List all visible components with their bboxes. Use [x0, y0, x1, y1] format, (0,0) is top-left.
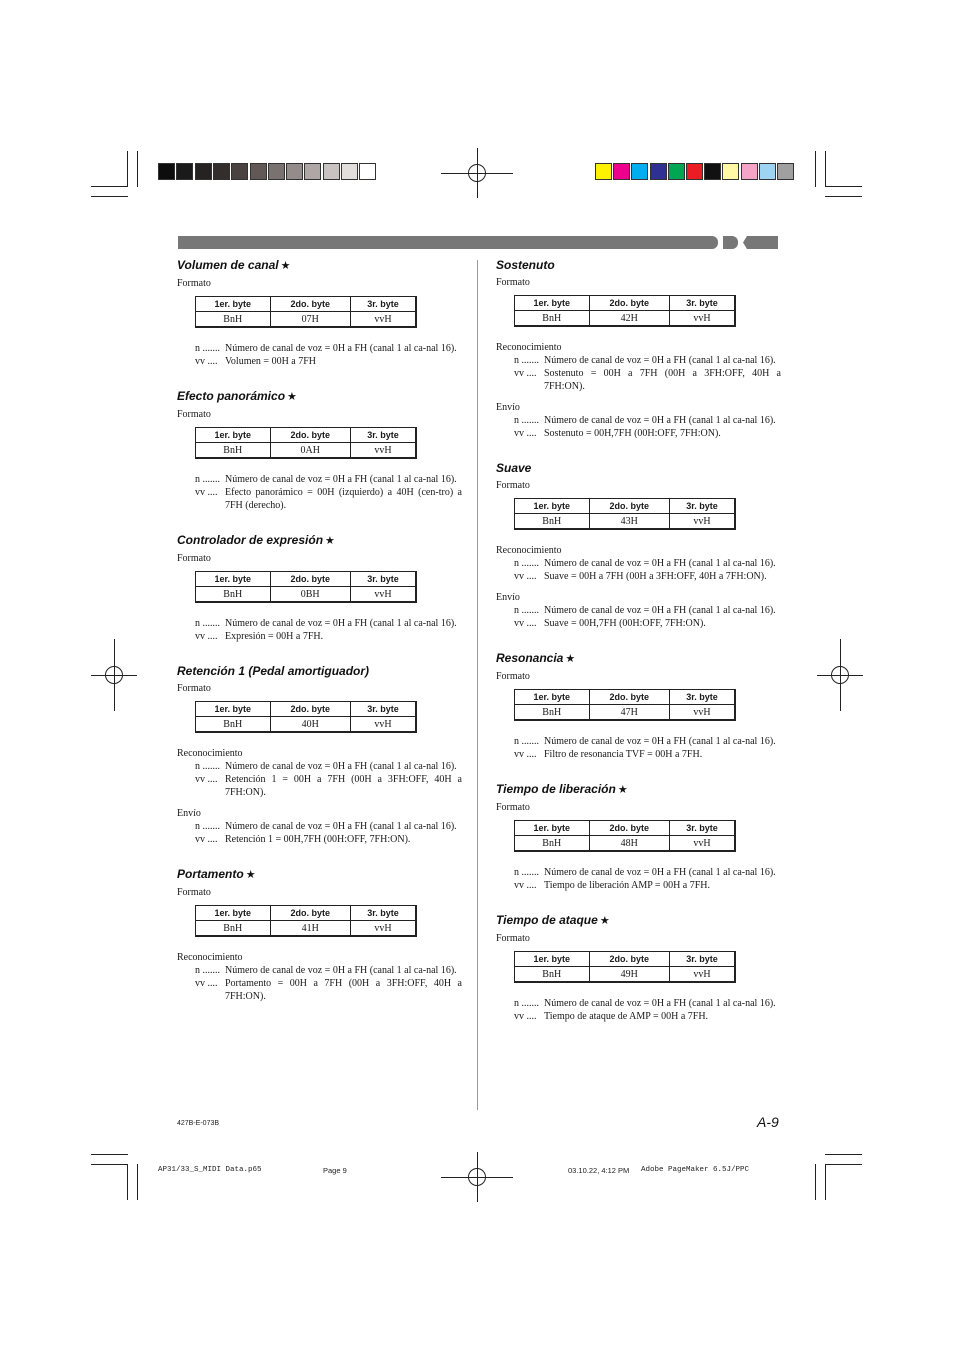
definition-list: [514, 735, 781, 761]
definition-item: [514, 748, 781, 761]
format-table: [514, 498, 736, 530]
definition-item: [195, 833, 462, 846]
definition-list: [195, 820, 462, 846]
definition-text: Expresión = 00H a 7FH.: [225, 631, 324, 642]
table-header-row: [196, 906, 417, 921]
definition-text: Número de canal de voz = 0H a FH (canal 1 al ca-nal 16).: [544, 558, 776, 569]
definition-item: [514, 866, 781, 879]
format-label: Formato: [496, 933, 530, 944]
color-swatch: [722, 163, 739, 180]
section-title-text: Controlador de expresión: [177, 533, 324, 547]
table-cell: vvH: [669, 311, 735, 327]
table-header-cell: 3r. byte: [350, 428, 416, 443]
table-row: [196, 717, 417, 733]
definition-text: Número de canal de voz = 0H a FH (canal 1 al ca-nal 16).: [225, 761, 457, 772]
slug-page: Page 9: [323, 1166, 347, 1175]
definition-key: n .......: [514, 736, 539, 747]
definition-text: Número de canal de voz = 0H a FH (canal 1 al ca-nal 16).: [225, 821, 457, 832]
table-header-cell: 2do. byte: [589, 499, 669, 514]
table-cell: vvH: [350, 921, 416, 937]
definition-item: [514, 617, 781, 630]
table-cell: vvH: [350, 587, 416, 603]
table-header-cell: 2do. byte: [589, 821, 669, 836]
definition-key: vv ....: [514, 880, 537, 891]
gray-swatch: [176, 163, 193, 180]
definition-item: [514, 879, 781, 892]
gray-swatch: [359, 163, 376, 180]
color-swatch: [777, 163, 794, 180]
definition-item: [195, 473, 462, 486]
section-title-text: Volumen de canal: [177, 258, 279, 272]
table-cell: vvH: [350, 717, 416, 733]
format-table: [195, 427, 417, 459]
table-header-cell: 2do. byte: [270, 428, 350, 443]
format-label: Formato: [496, 277, 530, 288]
format-table: [195, 571, 417, 603]
table-header-cell: 2do. byte: [270, 297, 350, 312]
color-swatch: [613, 163, 630, 180]
group-label: Envío: [496, 592, 520, 603]
definition-item: [195, 355, 462, 368]
definition-text: Filtro de resonancia TVF = 00H a 7FH.: [544, 749, 703, 760]
header-bar: [178, 236, 718, 249]
table-cell: BnH: [515, 311, 590, 327]
definition-key: vv ....: [195, 978, 218, 989]
definition-list: [514, 414, 781, 440]
definition-text: Retención 1 = 00H,7FH (00H:OFF, 7FH:ON).: [225, 834, 411, 845]
table-header-cell: 1er. byte: [515, 821, 590, 836]
definition-key: n .......: [195, 474, 220, 485]
definition-list: [514, 866, 781, 892]
color-swatch: [668, 163, 685, 180]
definition-item: [514, 604, 781, 617]
format-label: Formato: [177, 683, 211, 694]
definition-text: Número de canal de voz = 0H a FH (canal 1 al ca-nal 16).: [544, 867, 776, 878]
table-header-cell: 3r. byte: [350, 297, 416, 312]
table-cell: 43H: [589, 514, 669, 530]
definition-item: [514, 367, 781, 393]
definition-text: Tiempo de ataque de AMP = 00H a 7FH.: [544, 1011, 709, 1022]
color-swatch: [741, 163, 758, 180]
table-header-cell: 3r. byte: [669, 690, 735, 705]
definition-text: Retención 1 = 00H a 7FH (00H a 3FH:OFF, 40H a 7FH:ON).: [225, 774, 462, 798]
table-cell: BnH: [196, 717, 271, 733]
table-header-cell: 2do. byte: [589, 952, 669, 967]
color-swatch: [650, 163, 667, 180]
table-row: [515, 836, 736, 852]
table-header-cell: 1er. byte: [196, 702, 271, 717]
definition-item: [195, 773, 462, 799]
slug-date: 03.10.22, 4:12 PM: [568, 1166, 630, 1175]
format-table: [195, 905, 417, 937]
header-banner: [178, 236, 778, 249]
format-label: Formato: [496, 671, 530, 682]
section-title-text: Tiempo de liberación: [496, 782, 616, 796]
page-number: A-9: [757, 1114, 779, 1130]
section-gap: [496, 630, 781, 651]
table-header-cell: 1er. byte: [196, 572, 271, 587]
gray-swatch: [268, 163, 285, 180]
definition-text: Suave = 00H a 7FH (00H a 3FH:OFF, 40H a 7FH:ON).: [544, 571, 767, 582]
group-label: Envío: [177, 808, 201, 819]
section-title: [177, 867, 462, 883]
definition-text: Número de canal de voz = 0H a FH (canal 1 al ca-nal 16).: [225, 965, 457, 976]
section: [496, 892, 781, 1023]
table-row: [196, 443, 417, 459]
definition-key: n .......: [195, 618, 220, 629]
table-header-row: [515, 821, 736, 836]
section-title-text: Resonancia: [496, 651, 564, 665]
table-cell: BnH: [515, 967, 590, 983]
definition-key: vv ....: [195, 774, 218, 785]
format-label: Formato: [177, 887, 211, 898]
definition-item: [514, 557, 781, 570]
definition-key: vv ....: [195, 631, 218, 642]
definition-item: [195, 964, 462, 977]
gray-swatch: [195, 163, 212, 180]
definition-item: [195, 977, 462, 1003]
definition-key: vv ....: [195, 487, 218, 498]
table-cell: 48H: [589, 836, 669, 852]
definition-key: vv ....: [195, 834, 218, 845]
definition-text: Número de canal de voz = 0H a FH (canal 1 al ca-nal 16).: [544, 355, 776, 366]
color-swatch: [686, 163, 703, 180]
table-header-cell: 2do. byte: [270, 702, 350, 717]
group-label: Reconocimiento: [496, 545, 562, 556]
color-swatch: [631, 163, 648, 180]
definition-list: [195, 964, 462, 1003]
definition-key: n .......: [514, 415, 539, 426]
table-cell: BnH: [196, 312, 271, 328]
definition-item: [514, 414, 781, 427]
table-header-cell: 2do. byte: [270, 906, 350, 921]
table-header-row: [196, 702, 417, 717]
definition-key: vv ....: [195, 356, 218, 367]
table-cell: 47H: [589, 705, 669, 721]
star-icon: ★: [617, 784, 628, 796]
table-header-cell: 1er. byte: [196, 297, 271, 312]
table-row: [196, 587, 417, 603]
definition-key: n .......: [195, 965, 220, 976]
format-label: Formato: [496, 480, 530, 491]
definition-key: n .......: [195, 761, 220, 772]
definition-key: n .......: [514, 605, 539, 616]
group-label: Envío: [496, 402, 520, 413]
table-cell: 0BH: [270, 587, 350, 603]
gray-swatch: [323, 163, 340, 180]
section-title: [496, 461, 781, 476]
table-cell: 42H: [589, 311, 669, 327]
star-icon: ★: [245, 869, 256, 881]
definition-list: [195, 617, 462, 643]
table-header-row: [196, 297, 417, 312]
table-header-cell: 2do. byte: [270, 572, 350, 587]
definition-list: [514, 557, 781, 583]
section-gap: [177, 846, 462, 867]
section: [496, 440, 781, 630]
section-title: [177, 258, 462, 274]
table-header-cell: 2do. byte: [589, 296, 669, 311]
definition-item: [514, 354, 781, 367]
table-cell: vvH: [669, 705, 735, 721]
definition-item: [514, 735, 781, 748]
color-swatch: [595, 163, 612, 180]
table-header-cell: 3r. byte: [350, 572, 416, 587]
section-title: [496, 782, 781, 798]
section-title-text: Tiempo de ataque: [496, 913, 598, 927]
definition-text: Suave = 00H,7FH (00H:OFF, 7FH:ON).: [544, 618, 706, 629]
table-cell: BnH: [515, 836, 590, 852]
definition-text: Sostenuto = 00H a 7FH (00H a 3FH:OFF, 40H a 7FH:ON).: [544, 368, 781, 392]
format-table: [514, 951, 736, 983]
table-header-cell: 2do. byte: [589, 690, 669, 705]
definition-item: [514, 997, 781, 1010]
table-header-cell: 3r. byte: [669, 499, 735, 514]
definition-text: Portamento = 00H a 7FH (00H a 3FH:OFF, 40H a 7FH:ON).: [225, 978, 462, 1002]
section-title-text: Retención 1 (Pedal amortiguador): [177, 664, 370, 678]
group-label: Reconocimiento: [177, 952, 243, 963]
gray-swatch: [304, 163, 321, 180]
star-icon: ★: [325, 535, 335, 547]
gray-swatch: [158, 163, 175, 180]
definition-text: Tiempo de liberación AMP = 00H a 7FH.: [544, 880, 711, 891]
section-title-text: Sostenuto: [496, 258, 555, 272]
color-swatch: [704, 163, 721, 180]
definition-key: n .......: [514, 998, 539, 1009]
section: [496, 630, 781, 761]
table-header-row: [515, 296, 736, 311]
definition-item: [195, 820, 462, 833]
definition-list: [514, 997, 781, 1023]
table-cell: 07H: [270, 312, 350, 328]
definition-text: Número de canal de voz = 0H a FH (canal 1 al ca-nal 16).: [225, 618, 457, 629]
section-title: [496, 258, 781, 273]
gray-swatch: [213, 163, 230, 180]
table-cell: vvH: [669, 836, 735, 852]
format-table: [514, 689, 736, 721]
definition-text: Sostenuto = 00H,7FH (00H:OFF, 7FH:ON).: [544, 428, 721, 439]
group-label: Reconocimiento: [177, 748, 243, 759]
table-cell: BnH: [196, 587, 271, 603]
definition-item: [514, 427, 781, 440]
section-gap: [496, 892, 781, 913]
table-header-cell: 3r. byte: [350, 906, 416, 921]
section-title: [177, 533, 462, 549]
definition-key: vv ....: [514, 1011, 537, 1022]
table-header-row: [515, 499, 736, 514]
table-header-cell: 3r. byte: [669, 952, 735, 967]
table-row: [196, 921, 417, 937]
table-cell: 0AH: [270, 443, 350, 459]
table-header-cell: 1er. byte: [515, 296, 590, 311]
section: [177, 846, 462, 1003]
star-icon: ★: [599, 915, 610, 927]
table-header-row: [515, 690, 736, 705]
header-bar-arrow: [743, 236, 778, 249]
definition-key: n .......: [195, 821, 220, 832]
table-row: [196, 312, 417, 328]
table-header-row: [515, 952, 736, 967]
definition-text: Número de canal de voz = 0H a FH (canal 1 al ca-nal 16).: [544, 415, 776, 426]
definition-key: vv ....: [514, 571, 537, 582]
table-cell: 41H: [270, 921, 350, 937]
table-cell: BnH: [515, 705, 590, 721]
format-table: [195, 296, 417, 328]
definition-item: [195, 486, 462, 512]
gray-swatch: [341, 163, 358, 180]
definition-key: vv ....: [514, 368, 537, 379]
definition-text: Número de canal de voz = 0H a FH (canal 1 al ca-nal 16).: [225, 343, 457, 354]
left-column: [177, 258, 462, 1003]
group-label: Reconocimiento: [496, 342, 562, 353]
definition-key: n .......: [195, 343, 220, 354]
table-cell: BnH: [515, 514, 590, 530]
format-table: [514, 820, 736, 852]
table-cell: BnH: [196, 443, 271, 459]
section: [177, 512, 462, 643]
table-header-row: [196, 428, 417, 443]
definition-item: [514, 570, 781, 583]
format-table: [514, 295, 736, 327]
section-title: [177, 664, 462, 679]
section-gap: [177, 643, 462, 664]
gray-swatch: [231, 163, 248, 180]
definition-text: Número de canal de voz = 0H a FH (canal 1 al ca-nal 16).: [544, 736, 776, 747]
table-row: [515, 967, 736, 983]
star-icon: ★: [565, 653, 576, 665]
table-header-cell: 3r. byte: [350, 702, 416, 717]
format-table: [195, 701, 417, 733]
slug-file-name: AP31/33_S_MIDI Data.p65: [158, 1166, 262, 1174]
definition-key: vv ....: [514, 428, 537, 439]
definition-key: vv ....: [514, 618, 537, 629]
format-label: Formato: [177, 278, 211, 289]
section-title: [177, 389, 462, 405]
format-label: Formato: [177, 409, 211, 420]
definition-key: n .......: [514, 355, 539, 366]
gray-swatch: [250, 163, 267, 180]
table-header-cell: 1er. byte: [515, 499, 590, 514]
definition-text: Número de canal de voz = 0H a FH (canal 1 al ca-nal 16).: [544, 998, 776, 1009]
section: [177, 368, 462, 512]
table-cell: BnH: [196, 921, 271, 937]
section: [496, 258, 781, 440]
definition-item: [195, 630, 462, 643]
definition-text: Número de canal de voz = 0H a FH (canal 1 al ca-nal 16).: [225, 474, 457, 485]
header-bar-pill: [723, 236, 738, 249]
definition-list: [195, 342, 462, 368]
slug-application: Adobe PageMaker 6.5J/PPC: [641, 1166, 750, 1174]
section-title-text: Suave: [496, 461, 532, 475]
table-cell: vvH: [350, 312, 416, 328]
definition-key: n .......: [514, 558, 539, 569]
section-gap: [496, 761, 781, 782]
definition-key: n .......: [514, 867, 539, 878]
definition-text: Número de canal de voz = 0H a FH (canal 1 al ca-nal 16).: [544, 605, 776, 616]
table-header-cell: 1er. byte: [196, 906, 271, 921]
section-title-text: Portamento: [177, 867, 244, 881]
definition-key: vv ....: [514, 749, 537, 760]
table-header-cell: 1er. byte: [515, 690, 590, 705]
definition-list: [195, 473, 462, 512]
table-header-cell: 3r. byte: [669, 296, 735, 311]
table-cell: vvH: [669, 967, 735, 983]
section: [496, 761, 781, 892]
table-header-row: [196, 572, 417, 587]
table-row: [515, 514, 736, 530]
definition-list: [514, 354, 781, 393]
doc-code: 427B-E-073B: [177, 1120, 220, 1127]
definition-item: [195, 617, 462, 630]
format-label: Formato: [177, 553, 211, 564]
right-column: [496, 258, 781, 1023]
table-cell: vvH: [350, 443, 416, 459]
table-header-cell: 1er. byte: [196, 428, 271, 443]
definition-text: Efecto panorámico = 00H (izquierdo) a 40H (cen-tro) a 7FH (derecho).: [225, 487, 462, 511]
color-swatch: [759, 163, 776, 180]
table-header-cell: 3r. byte: [669, 821, 735, 836]
star-icon: ★: [287, 391, 297, 403]
column-divider: [477, 260, 478, 1110]
section-title: [496, 651, 781, 667]
section: [177, 643, 462, 846]
definition-item: [195, 342, 462, 355]
format-label: Formato: [496, 802, 530, 813]
definition-list: [514, 604, 781, 630]
section-title-text: Efecto panorámico: [177, 389, 286, 403]
gray-swatch: [286, 163, 303, 180]
table-cell: 49H: [589, 967, 669, 983]
table-header-cell: 1er. byte: [515, 952, 590, 967]
definition-text: Volumen = 00H a 7FH: [225, 356, 317, 367]
section-gap: [177, 368, 462, 389]
definition-list: [195, 760, 462, 799]
table-cell: 40H: [270, 717, 350, 733]
section-title: [496, 913, 781, 929]
table-cell: vvH: [669, 514, 735, 530]
table-row: [515, 311, 736, 327]
definition-item: [514, 1010, 781, 1023]
star-icon: ★: [280, 260, 291, 272]
table-row: [515, 705, 736, 721]
section: [177, 258, 462, 368]
section-gap: [177, 512, 462, 533]
definition-item: [195, 760, 462, 773]
section-gap: [496, 440, 781, 461]
